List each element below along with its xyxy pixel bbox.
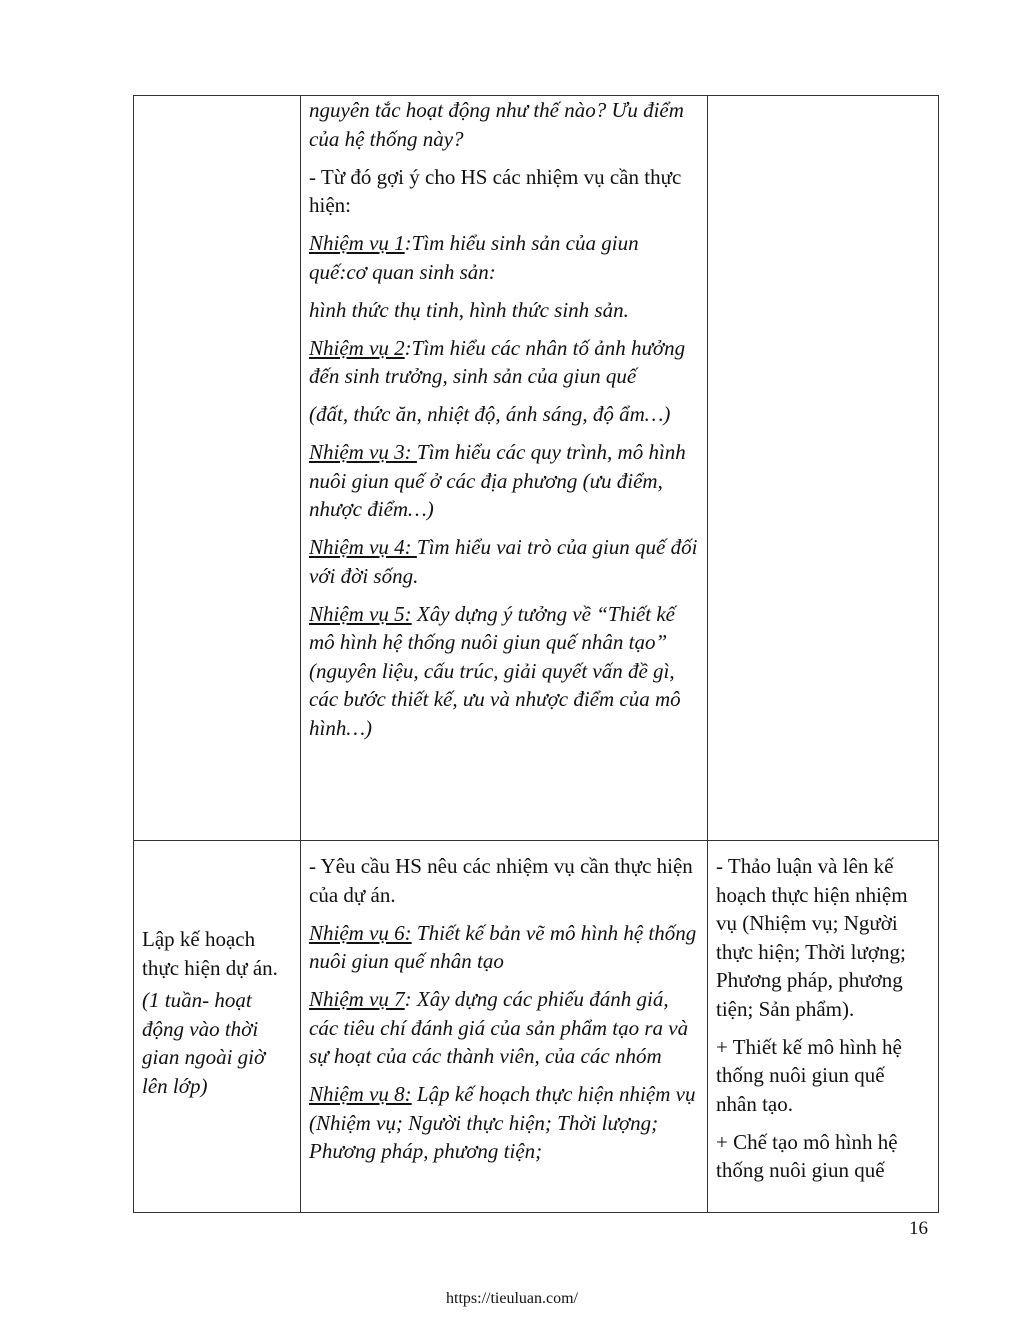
task-4 [309,533,699,590]
task-6 [309,919,699,976]
task-1-detail: hình thức thụ tinh, hình thức sinh sản. [309,297,629,322]
student-activity-3: + Chế tạo mô hình hệ thống nuôi giun quế [716,1129,898,1182]
student-activity-2: + Thiết kế mô hình hệ thống nuôi giun quế nhân tạo. [716,1034,902,1116]
task-1-label: Nhiệm vụ 1 [309,231,405,255]
planning-lead: - Yêu cầu HS nêu các nhiệm vụ cần thực hiện của dự án. [309,854,693,907]
student-activity-1: - Thảo luận và lên kế hoạch thực hiện nhiệm vụ (Nhiệm vụ; Người thực hiện; Thời lượng; Phương pháp, phương tiện; Sản phẩm). [716,854,908,1021]
task-8 [309,1080,699,1166]
footer-url[interactable]: https://tieuluan.com/ [446,1290,578,1307]
intro-question: nguyên tắc hoạt động như thế nào? Ưu điểm của hệ thống này? [309,98,684,151]
task-3-label: Nhiệm vụ 3: [309,440,417,464]
task-4-label: Nhiệm vụ 4: [309,535,417,559]
task-6-label: Nhiệm vụ 6: [309,920,412,945]
task-7 [309,985,699,1071]
task-6-text: Thiết kế bản vẽ mô hình hệ thống nuôi giun quế nhân tạo [309,920,697,973]
task-1 [309,229,699,286]
task-4-text: Tìm hiểu vai trò của giun quế đối với đời sống. [309,535,698,588]
task-7-text: : Xây dựng các phiếu đánh giá, các tiêu chí đánh giá của sản phẩm tạo ra và sự hoạt của các thành viên, của các nhóm [309,987,689,1068]
phase-note: (1 tuần- hoạt động vào thời gian ngoài giờ lên lớp) [142,988,266,1098]
table-border-right [938,95,939,1213]
task-5-text: Xây dựng ý tưởng về “Thiết kế mô hình hệ thống nuôi giun quế nhân tạo” (nguyên liệu, cấu trúc, giải quyết vấn đề gì, các bước thiết kế, ưu và nhược điểm của mô hình…) [309,601,681,740]
row2-student-cell [708,852,938,1194]
row2-phase-cell [134,925,300,1110]
task-1-text: :Tìm hiểu sinh sản của giun quế:cơ quan sinh sản: [309,231,639,284]
page-number: 16 [909,1218,928,1239]
table-row-divider [133,840,939,841]
phase-title: Lập kế hoạch thực hiện dự án. [142,927,278,980]
tasks-lead: - Từ đó gợi ý cho HS các nhiệm vụ cần thực hiện: [309,164,682,217]
task-2-detail: (đất, thức ăn, nhiệt độ, ánh sáng, độ ẩm…) [309,402,671,426]
task-2 [309,334,699,391]
task-5 [309,600,699,743]
task-5-label: Nhiệm vụ 5: [309,601,412,626]
task-8-label: Nhiệm vụ 8: [309,1082,412,1106]
task-3-text: Tìm hiểu các quy trình, mô hình nuôi giun quế ở các địa phương (ưu điểm, nhược điểm…) [309,440,686,521]
task-7-label: Nhiệm vụ 7 [309,987,405,1011]
row1-tasks-cell [301,96,707,752]
task-8-text: Lập kế hoạch thực hiện nhiệm vụ (Nhiệm vụ; Người thực hiện; Thời lượng; Phương pháp, phương tiện; [309,1082,696,1163]
row2-teacher-cell [301,852,707,1175]
table-border-bottom [133,1212,939,1213]
task-2-text: :Tìm hiểu các nhân tố ảnh hưởng đến sinh trưởng, sinh sản của giun quế [309,335,686,388]
task-3 [309,438,699,524]
task-2-label: Nhiệm vụ 2 [309,335,405,360]
